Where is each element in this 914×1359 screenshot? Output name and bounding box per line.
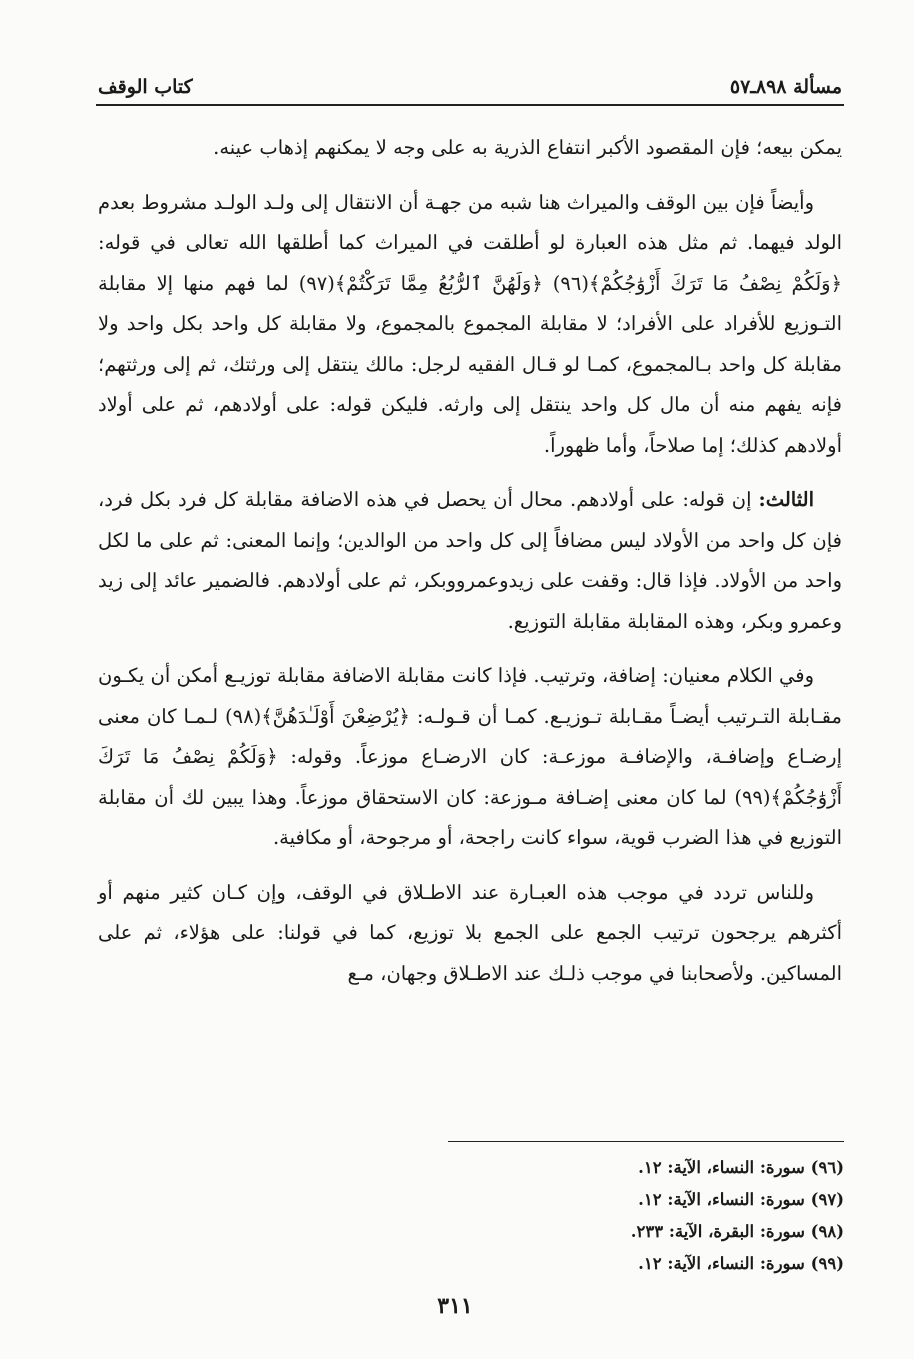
paragraph-4: وفي الكلام معنيان: إضافة، وترتيب. فإذا كانت مقابلة الاضافة مقابلة توزيـع أمكن أن يكـون مقـابلة التـرتيب أيضـاً مقـابلة تـوزيـع. كمـا أن قـولـه: ﴿يُرْضِعْنَ أَوْلَـٰدَهُنَّ﴾(٩٨) لـمـا كان معنى إرضـاع وإضافـة، والإضافـة موزعـة: كان الارضـاع موزعاً. وقوله: ﴿وَلَكُمْ نِصْفُ مَا تَرَكَ أَزْوَٰجُكُمْ﴾(٩٩) لما كان معنى إضـافة مـوزعة: كان الاستحقاق موزعاً. وهذا يبين لك أن مقابلة التوزيع في هذا الضرب قوية، سواء كانت راجحة، أو مرجوحة، أو مكافية. bbox=[98, 664, 842, 849]
footnote-96: (٩٦) سورة: النساء، الآية: ١٢. bbox=[638, 1158, 844, 1177]
footnotes bbox=[344, 1152, 844, 1280]
footnote-98: (٩٨) سورة: البقرة، الآية: ٢٣٣. bbox=[630, 1222, 844, 1241]
paragraph-3-text: إن قوله: على أولادهم. محال أن يحصل في هذه الاضافة مقابلة كل فرد بكل فرد، فإن كل واحد من الأولاد ليس مضافاً إلى كل واحد من الوالدين؛ وإنما المعنى: ثم على ما لكل واحد من الأولاد. فإذا قال: وقفت على زيدوعمرووبكر، ثم على أولادهم. فالضمير عائد إلى زيد وعمرو وبكر، وهذه المقابلة مقابلة التوزيع. bbox=[98, 488, 842, 633]
paragraph-5: وللناس تردد في موجب هذه العبـارة عند الاطـلاق في الوقف، وإن كـان كثير منهم أو أكثرهم يرجحون ترتيب الجمع على الجمع بلا توزيع، كما في قولنا: على هؤلاء، ثم على المساكين. ولأصحابنا في موجب ذلـك عند الاطـلاق وجهان، مـع bbox=[98, 880, 842, 985]
paragraph-1: يمكن بيعه؛ فإن المقصود الأكبر انتفاع الذرية به على وجه لا يمكنهم إذهاب عينه. bbox=[213, 136, 842, 159]
main-text bbox=[98, 128, 842, 1008]
footnote-97: (٩٧) سورة: النساء، الآية: ١٢. bbox=[638, 1190, 844, 1209]
paragraph-2: وأيضاً فإن بين الوقف والميراث هنا شبه من جهـة أن الانتقال إلى ولـد الولـد مشروط بعدم الولد فيهما. ثم مثل هذه العبارة لو أطلقت في الميراث كما أطلقها الله تعالى في قوله: ﴿وَلَكُمْ نِصْفُ مَا تَرَكَ أَزْوَٰجُكُمْ﴾(٩٦) ﴿وَلَهُنَّ ٱلرُّبُعُ مِمَّا تَرَكْتُمْ﴾(٩٧) لما فهم منها إلا مقابلة التـوزيع للأفراد على الأفراد؛ لا مقابلة المجموع بالمجموع، ولا مقابلة كل واحد بكل واحد ولا مقابلة كل واحد بـالمجموع، كمـا لو قـال الفقيه لرجل: مالك ينتقل إلى ورثتك، ثم إلى ورثتهم؛ فإنه يفهم منه أن مال كل واحد ينتقل إلى وارثه. فليكن قوله: على أولادهم، ثم على أولاد أولادهم كذلك؛ إما صلاحاً، وأما ظهوراً. bbox=[98, 190, 842, 457]
page-number: ٣١١ bbox=[437, 1293, 473, 1319]
paragraph-3 bbox=[98, 480, 842, 642]
header-divider bbox=[96, 104, 844, 106]
running-header bbox=[98, 64, 842, 98]
footnote-divider bbox=[448, 1141, 844, 1142]
section-title: مسألة ٨٩٨ـ٥٧ bbox=[729, 76, 842, 98]
footnote-99: (٩٩) سورة: النساء، الآية: ١٢. bbox=[638, 1254, 844, 1273]
paragraph-lead-word: الثالث: bbox=[758, 488, 814, 511]
book-title: كتاب الوقف bbox=[98, 76, 193, 98]
